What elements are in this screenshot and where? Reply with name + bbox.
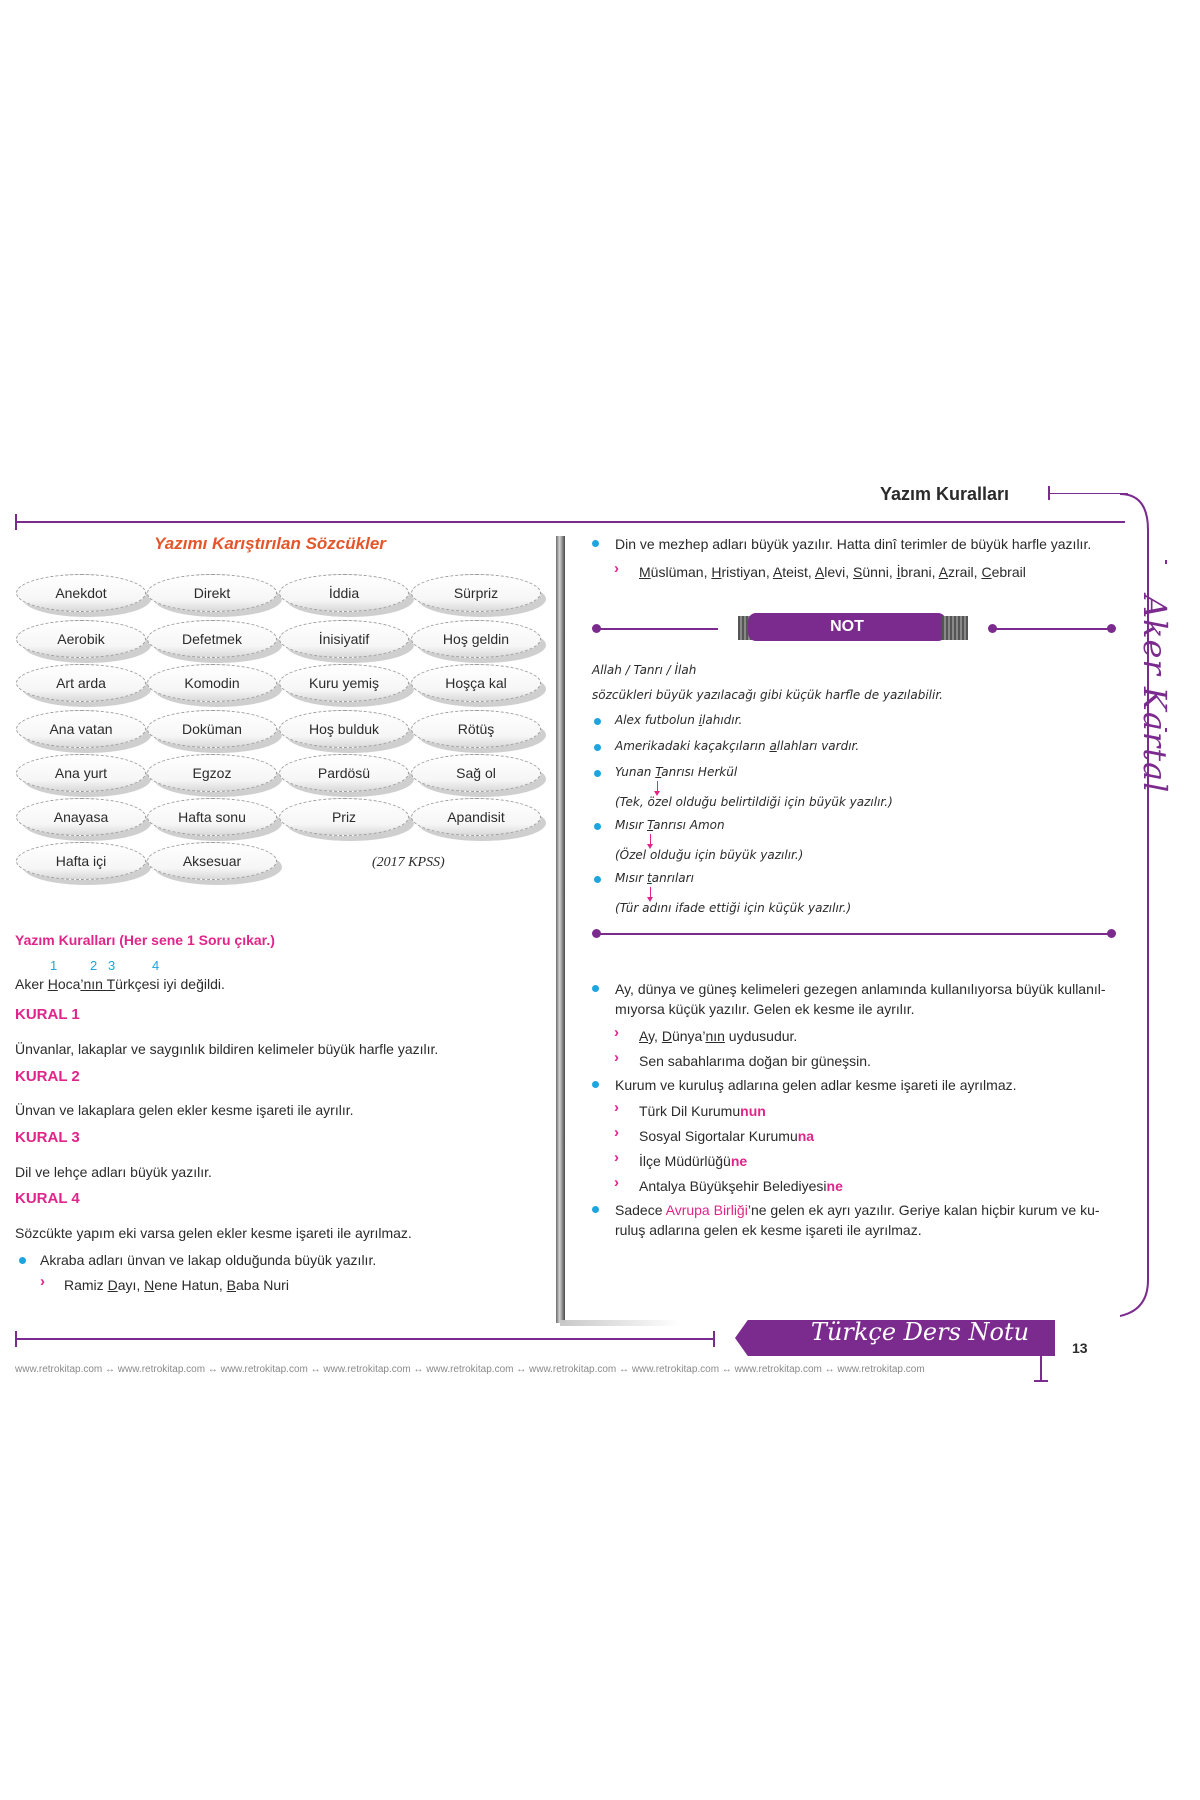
word-text: Hoş bulduk [308, 721, 380, 737]
footer-rule-tick-left [15, 1331, 17, 1347]
word-pill [16, 574, 146, 612]
bullet-ay-line-1: Ay, dünya ve güneş kelimeleri gezegen anlamında kullanılıyorsa büyük kullanıl- [615, 981, 1106, 997]
word-text: İnisiyatif [318, 631, 370, 647]
word-text: Komodin [184, 675, 240, 691]
bullet-dot [594, 718, 601, 725]
kurum-example-4: Antalya Büyükşehir Belediyesine [639, 1178, 843, 1194]
bullet-dot [592, 985, 599, 992]
rule-2-title: KURAL 2 [15, 1068, 80, 1085]
word-pill [411, 710, 541, 748]
word-pill [147, 754, 277, 792]
word-pill [279, 664, 409, 702]
chevron-right-icon: › [614, 1149, 619, 1166]
chevron-right-icon: › [614, 1024, 619, 1041]
bullet-avrupa-line-1: Sadece Avrupa Birliği’ne gelen ek ayrı yazılır. Geriye kalan hiçbir kurum ve ku- [615, 1202, 1100, 1218]
word-text: Doküman [182, 721, 242, 737]
word-text: Sağ ol [456, 765, 496, 781]
footer-banner-base [1034, 1380, 1048, 1382]
ay-example-2: Sen sabahlarıma doğan bir güneşsin. [639, 1053, 871, 1069]
word-text: Priz [331, 809, 357, 825]
bullet-dot [592, 1081, 599, 1088]
word-pill [147, 574, 277, 612]
ay-example-1: Ay, Dünya’nın uydusudur. [639, 1028, 798, 1044]
bullet-ay-line-2: mıyorsa küçük yazılır. Gelen ek kesme ile ayrılır. [615, 1001, 915, 1017]
bullet-dot [592, 1206, 599, 1213]
spine-shadow [560, 1320, 680, 1326]
note-example-3: Yunan Tanrısı Herkül [615, 765, 738, 779]
note-line-dot [1107, 929, 1116, 938]
bullet-avrupa-line-2: ruluş adlarına gelen ek kesme işareti ile ayrılmaz. [615, 1222, 922, 1238]
word-text: Anekdot [55, 585, 107, 601]
footer-url-strip: www.retrokitap.com ↔ www.retrokitap.com ↔ www.retrokitap.com ↔ www.retrokitap.com ↔ www.retrokitap.com ↔ www.retrokitap.com ↔ www.retrokitap.com ↔ www.retrokitap.com ↔ www.retrokitap.com [15, 1364, 925, 1375]
chevron-right-icon: › [614, 1124, 619, 1141]
word-pill [411, 754, 541, 792]
bullet-din: Din ve mezhep adları büyük yazılır. Hatta dinî terimler de büyük harfle yazılır. [615, 536, 1092, 552]
word-text: Anayasa [53, 809, 109, 825]
word-text: Ana yurt [54, 765, 108, 781]
note-line-2: sözcükleri büyük yazılacağı gibi küçük harfle de yazılabilir. [592, 688, 943, 702]
word-pill [279, 710, 409, 748]
word-text: Egzoz [192, 765, 232, 781]
word-pill [279, 620, 409, 658]
note-explain-5: (Tür adını ifade ettiği için küçük yazılır.) [615, 901, 852, 915]
rule-1-title: KURAL 1 [15, 1006, 80, 1023]
chevron-right-icon: › [614, 1099, 619, 1116]
word-pill [147, 664, 277, 702]
example-sentence: Aker Hoca’nın Türkçesi iyi değildi. [15, 976, 225, 992]
word-text: Pardösü [317, 765, 371, 781]
footer-rule [15, 1338, 715, 1340]
word-text: Hoşça kal [445, 675, 507, 691]
note-bottom-rule [596, 933, 1110, 935]
akraba-example: Ramiz Dayı, Nene Hatun, Baba Nuri [64, 1277, 289, 1293]
word-text: Kuru yemiş [308, 675, 380, 691]
bullet-kurum: Kurum ve kuruluş adlarına gelen adlar kesme işareti ile ayrılmaz. [615, 1077, 1017, 1093]
bullet-dot [594, 744, 601, 751]
header-rule-tick [15, 514, 17, 530]
down-arrow-icon [650, 887, 651, 899]
word-pill [16, 798, 146, 836]
down-arrow-icon [650, 834, 651, 846]
word-text: Hoş geldin [442, 631, 510, 647]
word-pill [147, 842, 277, 880]
ribbon-right [942, 616, 968, 640]
word-pill [411, 798, 541, 836]
rule-3-title: KURAL 3 [15, 1129, 80, 1146]
bullet-dot [594, 876, 601, 883]
note-top-rule-left [596, 628, 718, 630]
bullet-akraba: Akraba adları ünvan ve lakap olduğunda büyük yazılır. [40, 1252, 377, 1268]
rules-heading: Yazım Kuralları (Her sene 1 Soru çıkar.) [15, 932, 275, 948]
rule-1-text: Ünvanlar, lakaplar ve saygınlık bildiren kelimeler büyük harfle yazılır. [15, 1041, 439, 1057]
din-example: Müslüman, Hristiyan, Ateist, Alevi, Sünni, İbrani, Azrail, Cebrail [639, 564, 1026, 580]
kurum-example-3: İlçe Müdürlüğüne [639, 1153, 748, 1169]
chevron-right-icon: › [614, 1174, 619, 1191]
word-pill [147, 798, 277, 836]
word-text: Defetmek [182, 631, 242, 647]
word-text: Hafta sonu [178, 809, 246, 825]
example-number: 2 [90, 958, 98, 973]
rule-4-title: KURAL 4 [15, 1190, 80, 1207]
header-title-tick [1048, 486, 1050, 500]
example-number: 1 [50, 958, 58, 973]
right-tick-top [1165, 560, 1167, 564]
footer-banner-tick [1040, 1352, 1042, 1382]
word-pill [16, 710, 146, 748]
word-text: Apandisit [447, 809, 505, 825]
word-text: Rötüş [457, 721, 495, 737]
chevron-right-icon: › [40, 1273, 45, 1290]
word-text: Aerobik [57, 631, 105, 647]
word-text: Ana vatan [49, 721, 113, 737]
word-pill [16, 620, 146, 658]
note-line-1: Allah / Tanrı / İlah [592, 663, 697, 677]
down-arrow-icon [657, 781, 658, 793]
bullet-dot [594, 823, 601, 830]
rule-4-text: Sözcükte yapım eki varsa gelen ekler kesme işareti ile ayrılmaz. [15, 1225, 412, 1241]
footer-title: Türkçe Ders Notu [810, 1318, 1030, 1346]
word-pill [411, 574, 541, 612]
word-pill [16, 842, 146, 880]
note-example-4: Mısır Tanrısı Amon [615, 818, 725, 832]
note-explain-4: (Özel olduğu için büyük yazılır.) [615, 848, 804, 862]
example-number: 3 [108, 958, 116, 973]
kpss-source-note: (2017 KPSS) [372, 855, 445, 870]
footer-rule-tick-right [713, 1331, 715, 1347]
word-text: Direkt [193, 585, 231, 601]
page-header-title: Yazım Kuralları [880, 484, 1010, 504]
word-pill [279, 798, 409, 836]
note-example-5: Mısır tanrıları [615, 871, 694, 885]
word-text: Hafta içi [55, 853, 107, 869]
header-rule [15, 521, 1125, 523]
note-top-rule-right [992, 628, 1112, 630]
word-pill [16, 664, 146, 702]
word-pill [411, 664, 541, 702]
note-label-banner: NOT [748, 613, 946, 641]
example-number: 4 [152, 958, 160, 973]
note-explain-3: (Tek, özel olduğu belirtildiği için büyük yazılır.) [615, 795, 893, 809]
word-pill [147, 620, 277, 658]
word-pill [411, 620, 541, 658]
rule-2-text: Ünvan ve lakaplara gelen ekler kesme işareti ile ayrılır. [15, 1102, 354, 1118]
rule-3-text: Dil ve lehçe adları büyük yazılır. [15, 1164, 212, 1180]
kurum-example-2: Sosyal Sigortalar Kurumuna [639, 1128, 815, 1144]
bullet-dot [592, 540, 599, 547]
word-text: Art arda [56, 675, 106, 691]
page-spine-divider [556, 536, 565, 1323]
page-number: 13 [1072, 1340, 1088, 1356]
bullet-dot [19, 1257, 26, 1264]
word-text: İddia [328, 585, 360, 601]
word-pill [16, 754, 146, 792]
word-text: Aksesuar [182, 853, 242, 869]
confused-words-title: Yazımı Karıştırılan Sözcükler [154, 534, 386, 553]
kurum-example-1: Türk Dil Kurumunun [639, 1103, 766, 1119]
chevron-right-icon: › [614, 1049, 619, 1066]
word-pill [279, 574, 409, 612]
chevron-right-icon: › [614, 560, 619, 577]
note-example-1: Alex futbolun ilahıdır. [615, 713, 743, 727]
note-line-dot [1107, 624, 1116, 633]
note-example-2: Amerikadaki kaçakçıların allahları vardır. [615, 739, 860, 753]
author-signature: Aker Kartal [1136, 595, 1174, 794]
word-pill [279, 754, 409, 792]
word-text: Sürpriz [453, 585, 499, 601]
bullet-dot [594, 770, 601, 777]
word-pill [147, 710, 277, 748]
header-title-rule [1048, 493, 1128, 494]
